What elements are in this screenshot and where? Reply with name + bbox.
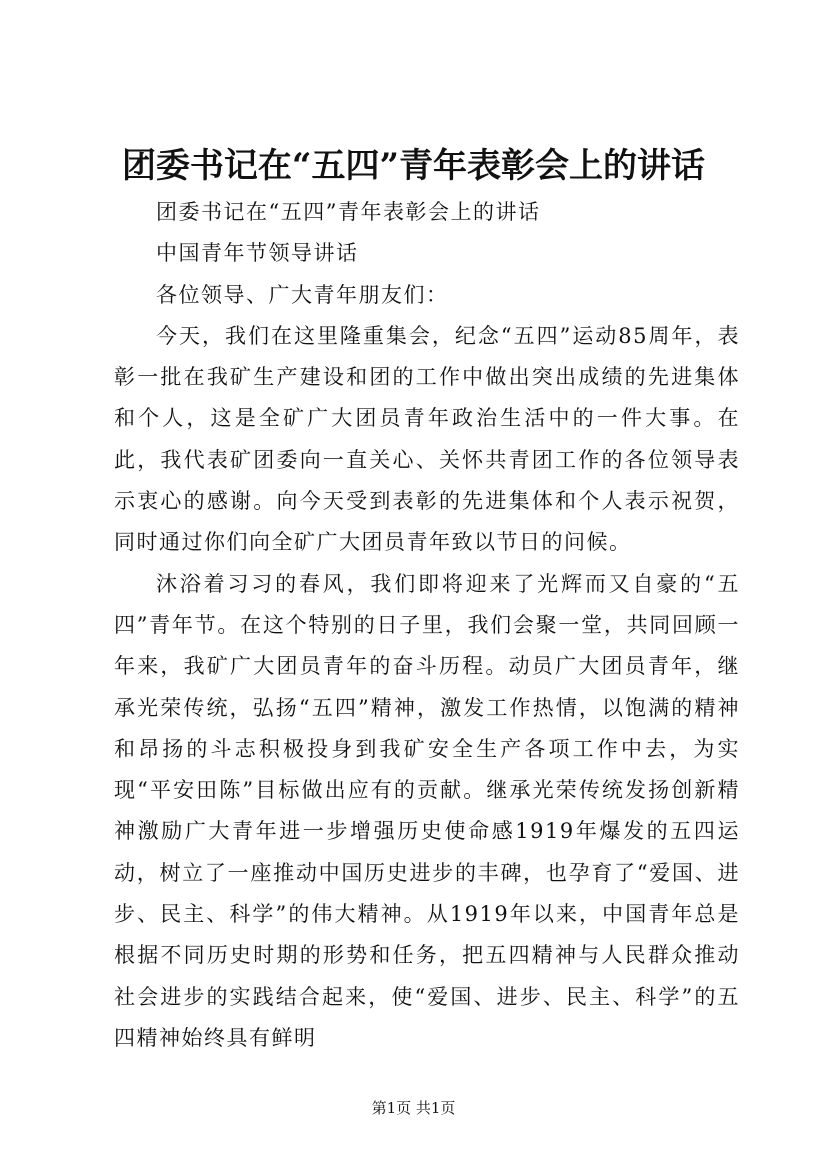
document-body <box>114 192 740 1059</box>
paragraph-body-2: 沐浴着习习的春风，我们即将迎来了光辉而又自豪的“五四”青年节。在这个特别的日子里，我们会聚一堂，共同回顾一年来，我矿广大团员青年的奋斗历程。动员广大团员青年，继承光荣传统，弘扬“五四”精神，激发工作热情，以饱满的精神和昂扬的斗志积极投身到我矿安全生产各项工作中去，为实现“平安田陈”目标做出应有的贡献。继承光荣传统发扬创新精神激励广大青年进一步增强历史使命感1919年爆发的五四运动，树立了一座推动中国历史进步的丰碑，也孕育了“爱国、进步、民主、科学”的伟大精神。从1919年以来，中国青年总是根据不同历史时期的形势和任务，把五四精神与人民群众推动社会进步的实践结合起来，使“爱国、进步、民主、科学”的五四精神始终具有鲜明 <box>114 571 740 1050</box>
paragraph-category: 中国青年节领导讲话 <box>156 241 359 266</box>
paragraph-subtitle: 团委书记在“五四”青年表彰会上的讲话 <box>156 200 541 224</box>
paragraph-body-1: 今天，我们在这里隆重集会，纪念“五四”运动85周年，表彰一批在我矿生产建设和团的工作中做出突出成绩的先进集体和个人，这是全矿广大团员青年政治生活中的一件大事。在此，我代表矿团委向一直关心、关怀共青团工作的各位领导表示衷心的感谢。向今天受到表彰的先进集体和个人表示祝贺，同时通过你们向全矿广大团员青年致以节日的问候。 <box>114 323 740 555</box>
page-footer: 第1页 共1页 <box>371 1099 456 1117</box>
document-title: 团委书记在“五四”青年表彰会上的讲话 <box>121 146 706 186</box>
paragraph-salutation: 各位领导、广大青年朋友们： <box>156 282 449 307</box>
